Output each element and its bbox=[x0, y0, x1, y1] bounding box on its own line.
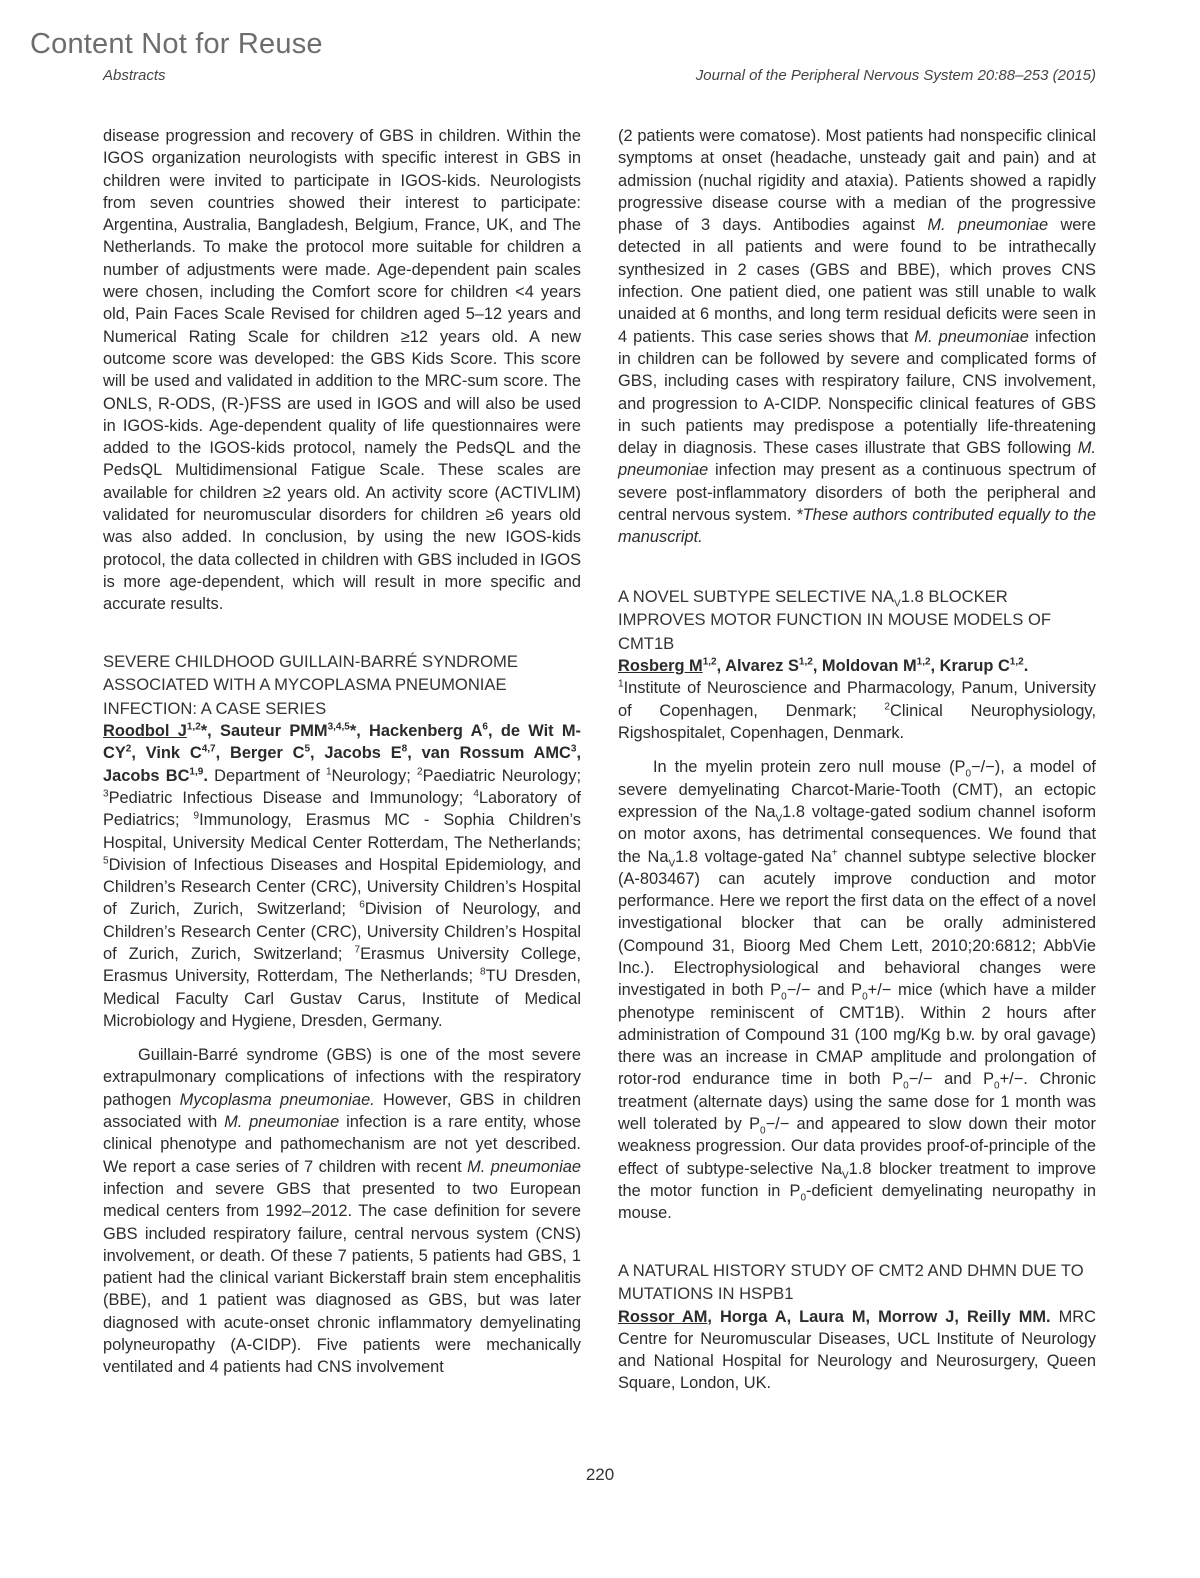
author-name: , de Wit M-CY bbox=[103, 722, 582, 763]
abstract-body bbox=[103, 1044, 581, 1378]
body-text: Guillain-Barré syndrome (GBS) is one of the most severe extrapulmonary complications of infections with the respiratory pathogen bbox=[103, 1046, 581, 1109]
affiliation-superscript: 1 bbox=[618, 678, 624, 690]
author-name: *, Hackenberg A bbox=[349, 722, 483, 741]
body-text: infection and severe GBS that presented to two European medical centers from 1992–2012. The case definition for severe GBS included respiratory failure, central nervous system (CNS) involvement, or death. Of these 7 patients, 5 patients had GBS, 1 patient had the clinical variant Bickerstaff brain stem encephalitis (BBE), and 1 patient was diagnosed as GBS, but was later diagnosed with acute-onset chronic inflammatory demyelinating polyneuropathy (A-CIDP). Five patients were mechanically ventilated and 4 patients had CNS involvement bbox=[103, 1179, 581, 1377]
affiliation-superscript: 9 bbox=[193, 810, 200, 822]
body-text: However, GBS in children associated with bbox=[103, 1090, 582, 1132]
title-subscript: V bbox=[894, 597, 901, 609]
affiliation-text: Paediatric Neurology; bbox=[422, 766, 581, 785]
affiliation-text: Clinical Neurophysiology, Rigshospitalet, Copenhagen, Denmark. bbox=[618, 701, 1096, 743]
affiliations bbox=[103, 767, 581, 1030]
affiliation-text: Erasmus University College, Erasmus University, Rotterdam, The Netherlands; bbox=[103, 945, 581, 986]
affiliation-superscript: 3 bbox=[103, 788, 109, 800]
author-superscript: 4,7 bbox=[201, 743, 216, 755]
affiliation-superscript: 8 bbox=[480, 966, 486, 978]
left-column bbox=[103, 125, 581, 1379]
subscript: V bbox=[775, 813, 783, 825]
abstract-title: A NATURAL HISTORY STUDY OF CMT2 AND DHMN DUE TO MUTATIONS IN HSPB1 bbox=[618, 1260, 1084, 1304]
superscript: + bbox=[831, 847, 838, 859]
author-block bbox=[618, 655, 1096, 744]
affiliation-text: Division of Neurology, and Children’s Research Center (CRC), University Children’s Hospital of Zurich, Zurich, Switzerland; bbox=[103, 900, 581, 963]
italic-text: M. pneumoniae bbox=[618, 439, 1096, 480]
body-text: infection in children can be followed by severe and complicated forms of GBS, including cases with respiratory failure, CNS involvement, and progression to A-CIDP. Nonspecific clinical features of GBS in such patients may predispose a potentially life-threatening delay in diagnosis. These cases illustrate that GBS following bbox=[618, 327, 1096, 458]
title-part: 1.8 BLOCKER IMPROVES MOTOR FUNCTION IN MOUSE MODELS OF CMT1B bbox=[618, 586, 1052, 653]
affiliation-text: Department of bbox=[207, 766, 326, 785]
author-name: , Berger C bbox=[215, 744, 305, 763]
subscript: 0 bbox=[781, 991, 787, 1003]
running-head-section: Abstracts bbox=[103, 67, 166, 84]
author-superscript: 1,2 bbox=[798, 656, 813, 668]
author-superscript: 2 bbox=[125, 743, 132, 755]
italic-text: Mycoplasma pneumoniae. bbox=[179, 1090, 375, 1109]
affiliation-superscript: 5 bbox=[103, 855, 109, 867]
author-list bbox=[717, 657, 1029, 675]
author-list: , Horga A, Laura M, Morrow J, Reilly MM. bbox=[707, 1307, 1051, 1326]
author-name: , Jacobs E bbox=[310, 744, 402, 763]
affiliations bbox=[618, 679, 1096, 742]
author-name: , van Rossum AMC bbox=[407, 744, 571, 763]
author-superscript: 1,2 bbox=[702, 656, 717, 668]
body-text: were detected in all patients and were found to be intrathecally synthesized in 2 cases (GBS and BBE), which proves CNS infection. One patient died, one patient was still unable to walk unaided at 6 months, and long term residual deficits were seen in 4 patients. This case series shows that bbox=[618, 216, 1097, 346]
author-superscript: 5 bbox=[304, 743, 311, 755]
watermark: Content Not for Reuse bbox=[30, 28, 323, 60]
italic-text: M. pneumoniae bbox=[927, 216, 1049, 235]
body-text: (2 patients were comatose). Most patients had nonspecific clinical symptoms at onset (headache, unsteady gait and pain) and at admission (nuchal rigidity and ataxia). Patients showed a rapidly progressive disease course with a median of the progressive phase of 3 days. Antibodies against bbox=[618, 127, 1096, 235]
abstract-title: SEVERE CHILDHOOD GUILLAIN-BARRÉ SYNDROME ASSOCIATED WITH A MYCOPLASMA PNEUMONIAE INFECTION: A CASE SERIES bbox=[103, 651, 518, 718]
affiliation-text: Division of Infectious Diseases and Hospital Epidemiology, and Children’s Research Center (CRC), University Children’s Hospital of Zurich, Zurich, Switzerland; bbox=[103, 855, 581, 919]
subscript: 0 bbox=[800, 1192, 807, 1204]
affiliation-text: Pediatric Infectious Disease and Immunology; bbox=[108, 788, 474, 807]
author-block bbox=[103, 720, 581, 1032]
author-superscript: 8 bbox=[401, 743, 408, 755]
body-text: infection is a rare entity, whose clinical phenotype and pathomechanism are not yet described. We report a case series of 7 children with recent bbox=[103, 1113, 582, 1176]
author-superscript: 3 bbox=[570, 743, 577, 755]
affiliation-superscript: 6 bbox=[359, 899, 365, 911]
italic-text: *These authors contributed equally to the manuscript. bbox=[618, 506, 1096, 547]
presenting-author: Rosberg M bbox=[618, 657, 703, 676]
abstract-title bbox=[618, 585, 1096, 656]
author-superscript: 1,2 bbox=[916, 656, 931, 668]
affiliation-text: Neurology; bbox=[331, 766, 418, 785]
author-name: , Alvarez S bbox=[716, 657, 799, 676]
author-name: . bbox=[1023, 657, 1029, 676]
running-head-journal: Journal of the Peripheral Nervous System 20:88–253 (2015) bbox=[695, 67, 1096, 84]
author-block bbox=[618, 1306, 1096, 1395]
italic-text: M. pneumoniae bbox=[467, 1157, 582, 1176]
author-name: *, Sauteur PMM bbox=[200, 722, 328, 741]
affiliation-superscript: 2 bbox=[417, 766, 423, 778]
affiliations: MRC Centre for Neuromuscular Diseases, UCL Institute of Neurology and National Hospital for Neurology and Neurosurgery, Queen Square, London, UK. bbox=[618, 1307, 1096, 1393]
affiliation-superscript: 4 bbox=[473, 788, 479, 800]
author-name: , Moldovan M bbox=[812, 657, 917, 676]
subscript: V bbox=[841, 1169, 849, 1181]
author-name: . bbox=[203, 766, 208, 785]
author-superscript: 1,2 bbox=[1009, 656, 1024, 668]
subscript: 0 bbox=[965, 768, 972, 780]
author-superscript: 1,9 bbox=[189, 766, 204, 778]
subscript: 0 bbox=[862, 991, 868, 1003]
affiliation-text: TU Dresden, Medical Faculty Carl Gustav Carus, Institute of Medical Microbiology and Hygiene, Dresden, Germany. bbox=[103, 967, 581, 1030]
affiliation-superscript: 2 bbox=[884, 701, 890, 713]
abstract-body: In the myelin protein zero null mouse $(P_0-/-)$, a model of severe demyelinating Charcot-Marie-Tooth (CMT), an ectopic expression of the $Na_V1.8$ voltage-gated sodium channel isoform on motor axons, has detrimental consequences. We found that the $Na_V1.8$ voltage-gated Na+ channel subtype selective blocker (A-803467) can acutely improve conduction and motor performance. Here we report the first data on the effect of a novel investigational blocker that can be orally administered (Compound 31, Bioorg Med Chem Lett, 2010;20:6812; AbbVie Inc.). Electrophysiological and behavioral changes were investigated in both $P_0-/-$ and $P_0+/-$ mice (which have a milder phenotype reminiscent of CMT1B). Within 2 hours after administration of Compound 31 (100 mg/Kg b.w. by oral gavage) there was an increase in CMAP amplitude and prolongation of rotor-rod endurance time in both $P_0-/-$ and $P_0+/-$. Chronic treatment (alternate days) using the same dose for 1 month was well tolerated by $P_0-/-$ and appeared to slow down their motor weakness progression. Our data provides proof-of-principle of the effect of subtype-selective $Na_V1.8$ blocker treatment to improve the motor function in $P_0$-deficient demyelinating neuropathy in mouse. bbox=[618, 758, 1097, 1223]
page-number: 220 bbox=[585, 1465, 615, 1484]
subscript: 0 bbox=[994, 1080, 1000, 1092]
author-name: , Jacobs BC bbox=[103, 744, 581, 785]
presenting-author: Roodbol J bbox=[103, 722, 187, 741]
author-name: , Krarup C bbox=[930, 657, 1010, 676]
author-name: , Vink C bbox=[131, 744, 202, 763]
subscript: 0 bbox=[760, 1125, 766, 1137]
italic-text: M. pneumoniae bbox=[224, 1113, 340, 1132]
affiliation-superscript: 7 bbox=[354, 944, 361, 956]
affiliation-superscript: 1 bbox=[325, 766, 332, 778]
presenting-author: Rossor AM bbox=[618, 1307, 708, 1326]
title-part: A NOVEL SUBTYPE SELECTIVE NA bbox=[618, 586, 895, 606]
continuation-paragraph: disease progression and recovery of GBS in children. Within the IGOS organization neurologists with specific interest in GBS in children were invited to participate in IGOS-kids. Neurologists from seven countries showed their interest to participate: Argentina, Australia, Bangladesh, Belgium, France, UK, and The Netherlands. To make the protocol more suitable for children a number of adjustments were made. Age-dependent pain scales were chosen, including the Comfort score for children <4 years old, Pain Faces Scale Revised for children aged 5–12 years and Numerical Rating Scale for children ≥12 years old. A new outcome score was developed: the GBS Kids Score. This score will be used and validated in addition to the MRC-sum score. The ONLS, R-ODS, (R-)FSS are used in IGOS and will also be used in IGOS-kids. Age-dependent quality of life questionnaires were added to the IGOS-kids protocol, namely the PedsQL and the PedsQL Multidimensional Fatigue Scale. These scales are available for children ≥2 years old. An activity score (ACTIVLIM) validated for neuromuscular disorders for children ≥6 years old was also added. In conclusion, by using the new IGOS-kids protocol, the data collected in children with GBS included in IGOS is more age-dependent, which will result in more specific and accurate results. bbox=[103, 127, 581, 614]
subscript: 0 bbox=[903, 1080, 909, 1092]
subscript: V bbox=[668, 857, 676, 869]
affiliation-text: Laboratory of Pediatrics; bbox=[103, 788, 581, 830]
affiliation-text: Immunology, Erasmus MC - Sophia Children’s Hospital, University Medical Center Rotterdam, The Netherlands; bbox=[103, 811, 581, 852]
author-superscript: 1,2 bbox=[186, 721, 201, 733]
author-superscript: 3,4,5 bbox=[327, 721, 350, 733]
affiliation-text: Institute of Neuroscience and Pharmacology, Panum, University of Copenhagen, Denmark; bbox=[618, 679, 1096, 720]
right-column bbox=[618, 125, 1096, 1395]
body-text: infection may present as a continuous spectrum of severe post-inflammatory disorders of both the peripheral and central nervous system. bbox=[618, 461, 1096, 525]
author-superscript: 6 bbox=[482, 721, 488, 733]
italic-text: M. pneumoniae bbox=[914, 327, 1029, 346]
continuation-paragraph bbox=[618, 125, 1096, 549]
